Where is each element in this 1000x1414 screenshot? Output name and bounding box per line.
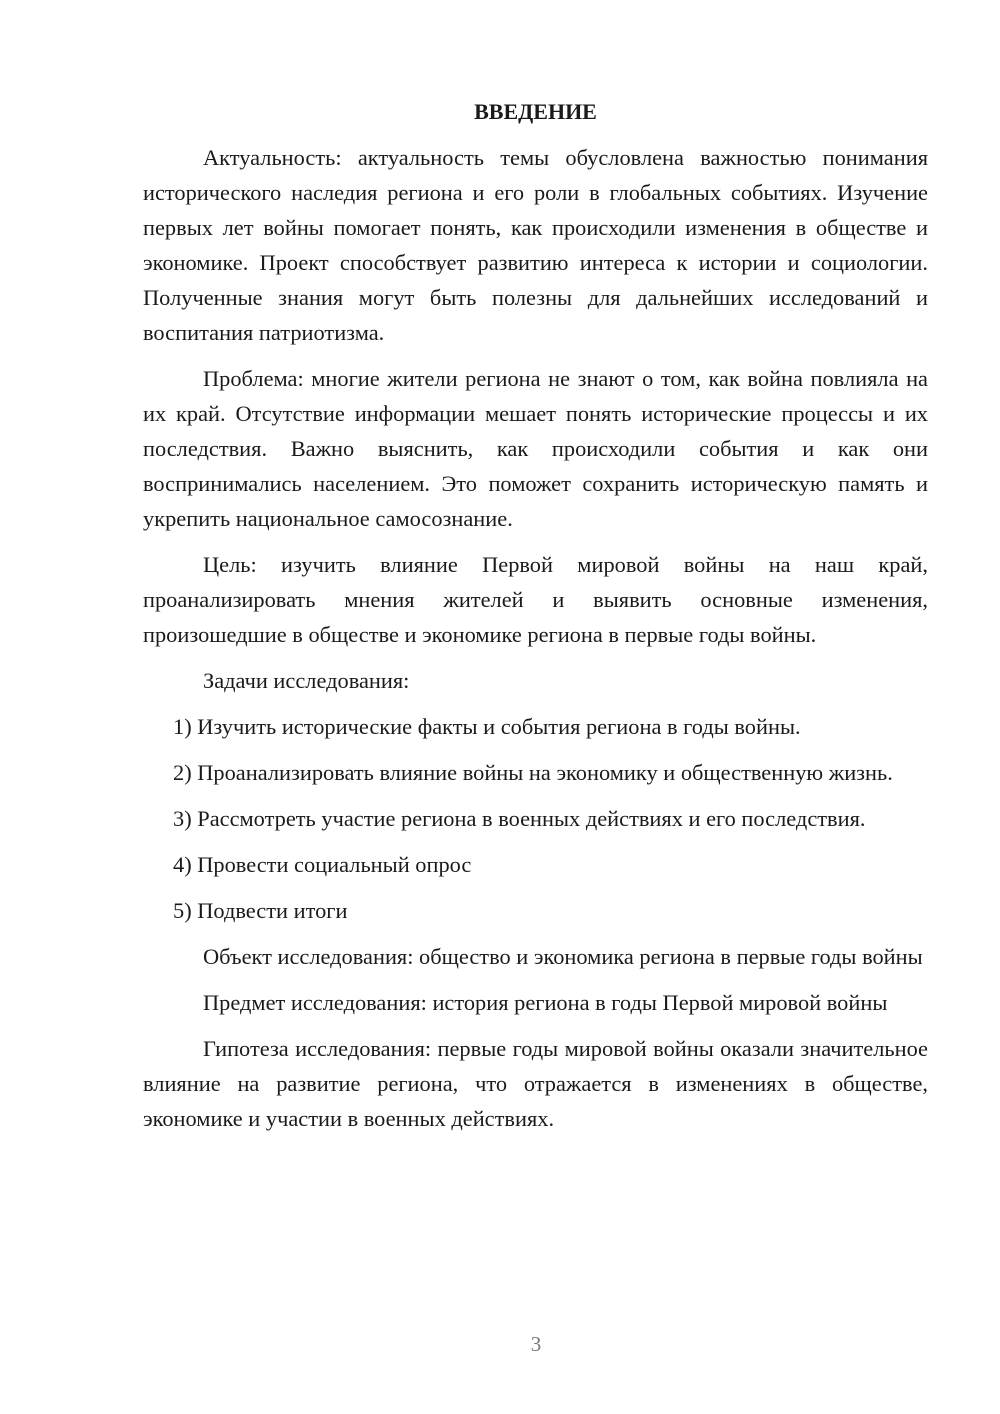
section-title: ВВЕДЕНИЕ <box>474 99 597 124</box>
problem-paragraph: Проблема: многие жители региона не знают о том, как война повлияла на их край. Отсутствие информации мешает понять исторические процессы и их последствия. Важно выяснить, как происходили события и как они воспринимались населением. Это поможет сохранить историческую память и укрепить национальное самосознание. <box>143 366 928 531</box>
goal-paragraph: Цель: изучить влияние Первой мировой войны на наш край, проанализировать мнения жителей и выявить основные изменения, произошедшие в обществе и экономике региона в первые годы войны. <box>143 552 928 647</box>
task-item-3: 3) Рассмотреть участие региона в военных действиях и его последствия. <box>173 806 866 831</box>
task-item-2: 2) Проанализировать влияние войны на экономику и общественную жизнь. <box>173 760 893 785</box>
task-item-5: 5) Подвести итоги <box>173 898 348 923</box>
relevance-paragraph: Актуальность: актуальность темы обусловлена важностью понимания исторического наследия региона и его роли в глобальных событиях. Изучение первых лет войны помогает понять, как происходили изменения в обществе и экономике. Проект способствует развитию интереса к истории и социологии. Полученные знания могут быть полезны для дальнейших исследований и воспитания патриотизма. <box>143 145 928 345</box>
page-body <box>143 94 928 1147</box>
task-item-1: 1) Изучить исторические факты и события региона в годы войны. <box>173 714 801 739</box>
hypothesis-paragraph: Гипотеза исследования: первые годы мировой войны оказали значительное влияние на развитие региона, что отражается в изменениях в обществе, экономике и участии в военных действиях. <box>143 1036 928 1131</box>
tasks-heading: Задачи исследования: <box>203 668 410 693</box>
subject-paragraph: Предмет исследования: история региона в годы Первой мировой войны <box>203 990 888 1015</box>
object-paragraph: Объект исследования: общество и экономика региона в первые годы войны <box>203 944 923 969</box>
page-number: 3 <box>530 1332 542 1356</box>
task-item-4: 4) Провести социальный опрос <box>173 852 472 877</box>
